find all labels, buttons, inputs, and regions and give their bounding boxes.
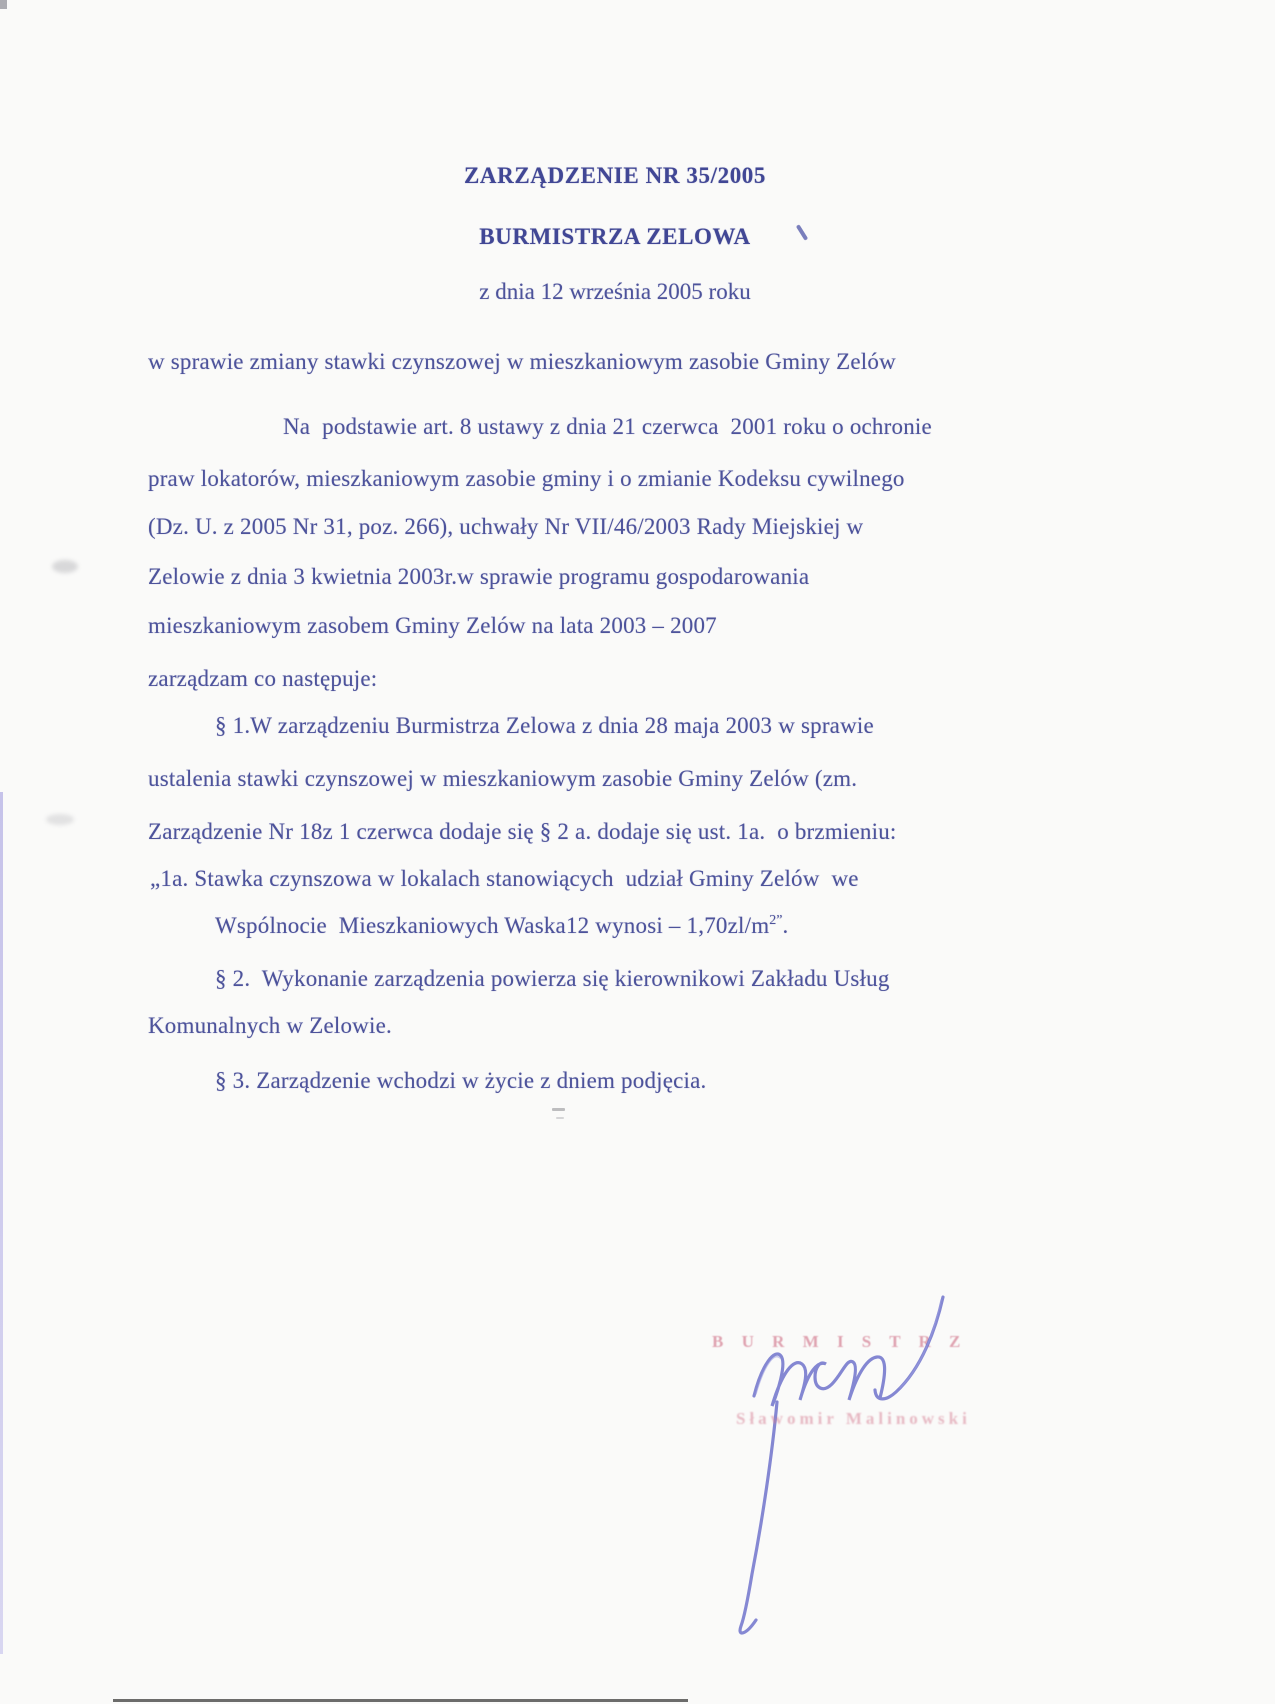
handwritten-signature [690, 1260, 990, 1640]
body-line: Zelowie z dnia 3 kwietnia 2003r.w sprawie programu gospodarowania [148, 564, 810, 589]
scan-edge-artifact [0, 792, 3, 1654]
rate-superscript: 2” [769, 913, 783, 928]
document-date: z dnia 12 września 2005 roku [479, 279, 751, 304]
rent-rate-line [215, 913, 788, 939]
scan-smudge [52, 560, 78, 573]
rate-text: Wspólnocie Mieszkaniowych Waska12 wynosi – 1,70zl/m [215, 913, 770, 938]
body-line: zarządzam co następuje: [148, 666, 378, 691]
body-line: mieszkaniowym zasobem Gminy Zelów na lata 2003 – 2007 [148, 613, 717, 638]
document-issuer: BURMISTRZA ZELOWA [479, 224, 751, 249]
mayor-stamp-title: B U R M I S T R Z [712, 1332, 968, 1351]
paragraph-1-line: „1a. Stawka czynszowa w lokalach stanowiących udział Gminy Zelów we [150, 866, 859, 891]
mayor-stamp-name: Sławomir Malinowski [736, 1409, 971, 1428]
paragraph-1-line: Zarządzenie Nr 18z 1 czerwca dodaje się § 2 a. dodaje się ust. 1a. o brzmieniu: [148, 819, 897, 844]
document-title: ZARZĄDZENIE NR 35/2005 [463, 163, 766, 188]
scan-smudge [552, 1108, 565, 1111]
scan-bottom-artifact [113, 1699, 688, 1702]
rate-text-end: . [782, 913, 789, 938]
body-line: (Dz. U. z 2005 Nr 31, poz. 266), uchwały Nr VII/46/2003 Rady Miejskiej w [148, 514, 864, 539]
body-line: Na podstawie art. 8 ustawy z dnia 21 czerwca 2001 roku o ochronie [283, 414, 932, 439]
paragraph-1-line: § 1.W zarządzeniu Burmistrza Zelowa z dnia 28 maja 2003 w sprawie [215, 713, 874, 738]
paragraph-2-line: Komunalnych w Zelowie. [148, 1013, 392, 1038]
paragraph-1-line: ustalenia stawki czynszowej w mieszkaniowym zasobie Gminy Zelów (zm. [148, 766, 858, 791]
paragraph-2-line: § 2. Wykonanie zarządzenia powierza się kierownikowi Zakładu Usług [215, 966, 890, 991]
scan-smudge [556, 1117, 564, 1119]
paragraph-3-line: § 3. Zarządzenie wchodzi w życie z dniem podjęcia. [215, 1068, 707, 1093]
scan-corner-artifact [0, 0, 7, 9]
scan-smudge [46, 814, 74, 825]
document-subject: w sprawie zmiany stawki czynszowej w mieszkaniowym zasobie Gminy Zelów [148, 349, 896, 374]
body-line: praw lokatorów, mieszkaniowym zasobie gminy i o zmianie Kodeksu cywilnego [148, 466, 905, 491]
